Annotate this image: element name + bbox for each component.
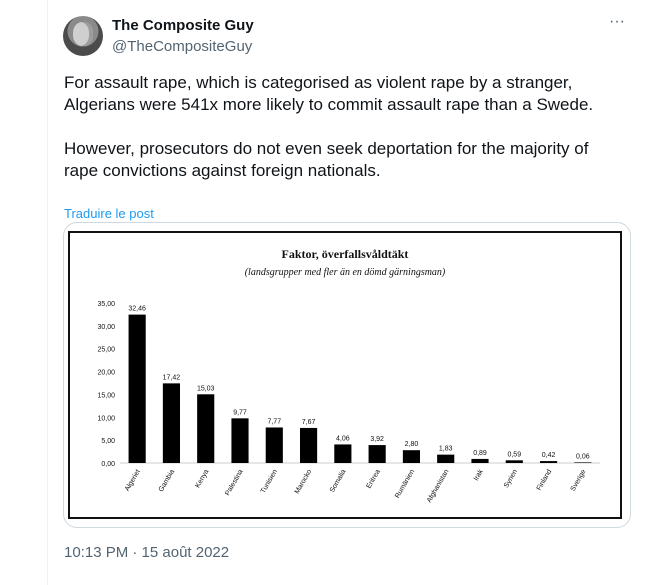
x-tick-label: Marocko [293,468,314,496]
timeline-border [47,0,48,585]
y-tick-label: 5,00 [101,438,115,446]
bar [471,459,488,463]
data-label: 0,89 [473,449,487,457]
y-tick-label: 0,00 [101,461,115,468]
tweet-text: For assault rape, which is categorised as violent rape by a stranger, Algerians were 541x more likely to commit assault rape than a Swede. However, prosecutors do not even seek deportation for the majority of rape convictions against foreign nationals. [64,73,594,180]
y-tick-label: 20,00 [97,369,115,377]
data-label: 7,77 [267,418,282,426]
x-tick-label: Afghanistan [425,468,451,505]
tweet-image[interactable] [63,222,631,528]
x-tick-label: Algeriet [123,468,142,493]
x-tick-label: Somalia [328,468,348,494]
avatar[interactable] [63,16,103,56]
x-tick-label: Palestina [224,468,245,497]
data-label: 1,83 [438,445,453,453]
data-label: 9,77 [233,409,247,417]
bar-chart [70,233,620,517]
data-label: 17,42 [162,374,181,382]
bar [231,418,248,463]
timestamp[interactable]: 10:13 PM · 15 août 2022 [64,544,230,561]
x-tick-label: Kenya [194,468,211,490]
bar [334,444,351,463]
bar [369,445,386,463]
y-tick-label: 30,00 [97,323,115,331]
x-tick-label: Rumänien [394,468,417,500]
bar [163,383,180,463]
y-tick-label: 25,00 [97,346,115,354]
bar [300,428,317,463]
data-label: 32,46 [128,305,146,313]
data-label: 3,92 [370,436,384,444]
data-label: 4,06 [336,435,350,443]
bar [506,460,523,463]
tweet-header [63,12,631,62]
x-tick-label: Sverige [569,468,588,493]
data-label: 2,80 [404,441,419,449]
data-label: 15,03 [196,385,215,393]
y-tick-label: 10,00 [97,415,115,423]
user-handle[interactable]: @TheCompositeGuy [112,38,253,55]
tweet [63,12,631,561]
chart-title: Faktor, överfallsvåldtäkt [281,247,409,261]
data-label: 7,67 [301,418,316,426]
x-tick-label: Irak [472,468,485,483]
x-tick-label: Gambia [157,468,177,494]
bar [574,462,591,463]
x-tick-label: Finland [535,468,554,492]
bar [197,394,214,463]
data-label: 0,06 [576,453,590,461]
y-tick-label: 15,00 [97,392,115,400]
translate-post-link[interactable]: Traduire le post [64,206,154,221]
more-options-icon[interactable]: ··· [609,13,625,30]
chart-subtitle: (landsgrupper med fler än en dömd gärningsman) [244,267,446,278]
bar [437,455,454,463]
x-tick-label: Eritrea [365,468,382,490]
chart-frame [68,231,622,519]
bar [540,461,557,463]
bar [129,315,146,463]
data-label: 0,59 [507,451,522,459]
display-name[interactable]: The Composite Guy [112,17,254,34]
x-tick-label: Syrien [503,468,520,490]
bar [266,427,283,463]
data-label: 0,42 [541,452,556,460]
x-tick-label: Tunisien [259,468,280,495]
y-tick-label: 35,00 [97,301,115,308]
bar [403,450,420,463]
